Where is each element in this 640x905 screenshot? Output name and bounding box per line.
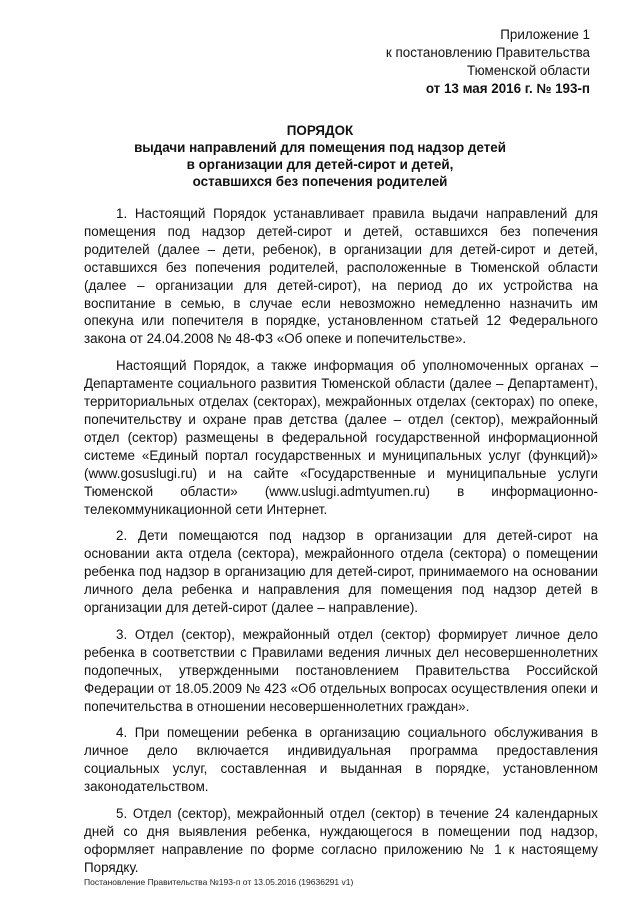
title-subtitle-1: выдачи направлений для помещения под надзор детей <box>134 140 506 155</box>
paragraph-3: 3. Отдел (сектор), межрайонный отдел (сектор) формирует личное дело ребенка в соответствии с Правилами ведения личных дел несовершеннолетних подопечных, утвержденными постановлением Правительства Российской Федерации от 18.05.2009 № 423 «Об отдельных вопросах осуществления опеки и попечительства в отношении несовершеннолетних граждан». <box>84 626 598 714</box>
document-body <box>84 205 598 886</box>
paragraph-5: 5. Отдел (сектор), межрайонный отдел (сектор) в течение 24 календарных дней со дня выявления ребенка, нуждающегося в помещении под надзор, оформляет направление по форме согласно приложению № 1 к настоящему Порядку. <box>84 806 598 875</box>
paragraph-4: 4. При помещении ребенка в организацию социального обслуживания в личное дело включается индивидуальная программа предоставления социальных услуг, составленная и выданная в порядке, установленном законодательством. <box>84 725 598 795</box>
appendix-header <box>300 26 590 98</box>
title-subtitle-3: оставшихся без попечения родителей <box>192 174 448 189</box>
title-subtitle-2: в организации для детей-сирот и детей, <box>186 157 454 172</box>
appendix-date: от 13 мая 2016 г. № 193-п <box>425 81 590 96</box>
title-heading: ПОРЯДОК <box>286 123 354 138</box>
paragraph-2: 2. Дети помещаются под надзор в организации для детей-сирот на основании акта отдела (сектора), межрайонного отдела (сектора) о помещении ребенка под надзор в организацию для детей-сирот, принимаемого на основании личного дела ребенка и направления для помещения под надзор детей в организации для детей-сирот (далее – направление). <box>84 528 598 616</box>
document-title <box>60 122 580 190</box>
appendix-reference: к постановлению Правительства <box>385 45 590 60</box>
paragraph-1-continuation: Настоящий Порядок, а также информация об уполномоченных органах – Департаменте социального развития Тюменской области (далее – Департамент), территориальных отделах (секторах), межрайонных отделах (секторах) по опеке, попечительству и охране прав детства (далее – отдел (сектор), межрайонный отдел (сектор) размещены в федеральной государственной информационной системе «Единый портал государственных и муниципальных услуг (функций)» (www.gosuslugi.ru) и на сайте «Государственные и муниципальные услуги Тюменской области» (www.uslugi.admtyumen.ru) в информационно-телекоммуникационной сети Интернет. <box>84 358 598 517</box>
page-footer: Постановление Правительства №193-п от 13.05.2016 (19636291 v1) <box>84 877 354 887</box>
appendix-number: Приложение 1 <box>500 27 590 42</box>
paragraph-1: 1. Настоящий Порядок устанавливает правила выдачи направлений для помещения под надзор детей-сирот и детей, оставшихся без попечения родителей (далее – дети, ребенок), в организации для детей-сирот и детей, оставшихся без попечения родителей, расположенные в Тюменской области (далее – организации для детей-сирот), на период до их устройства на воспитание в семью, в случае если невозможно немедленно назначить им опекуна или попечителя в порядке, установленном статьей 12 Федерального закона от 24.04.2008 № 48-ФЗ «Об опеке и попечительстве». <box>84 206 598 347</box>
appendix-region: Тюменской области <box>467 63 590 78</box>
